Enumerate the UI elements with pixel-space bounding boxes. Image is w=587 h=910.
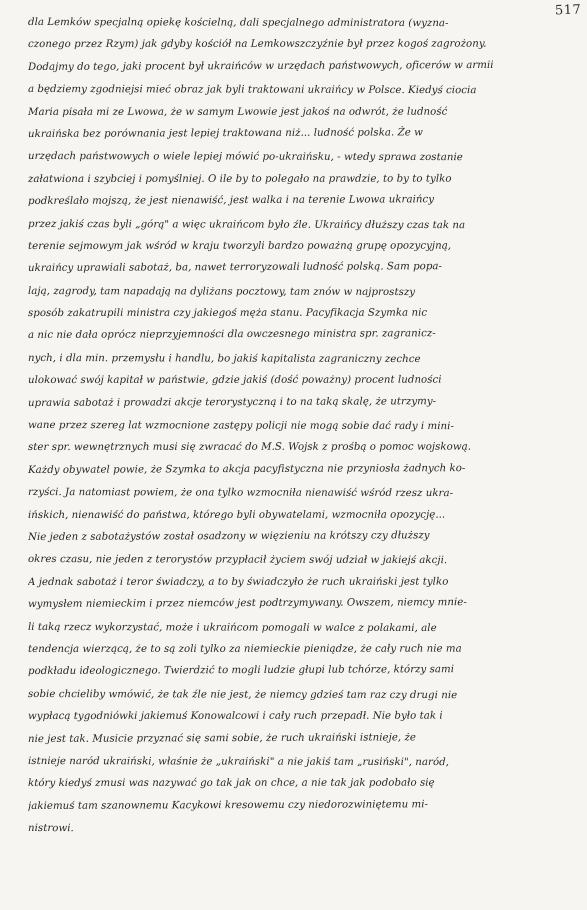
text-line: załatwiona i szybciej i pomyślniej. O ile by to polegało na prawdzie, to by to tylko [27, 173, 452, 185]
text-line: Nie jeden z sabotażystów został osadzony w więzieniu na krótszy czy dłuższy [27, 530, 430, 543]
text-line: urzędach państwowych o wiele lepiej mówić po-ukraińsku, - wtedy sprawa zostanie [27, 151, 463, 164]
text-line: wane przez szereg lat wzmocnione zastępy policji nie mogą sobie dać rady i mini- [27, 420, 454, 433]
text-line: istnieje naród ukraiński, właśnie że „ukraiński" a nie jakiś tam „rusiński", naród, [27, 755, 450, 768]
text-line: terenie sejmowym jak wśród w kraju tworzyli bardzo poważną grupę opozycyjną, [27, 240, 452, 252]
text-line: A jednak sabotaż i teror świadczy, a to by świadczyło że ruch ukraiński jest tylko [27, 576, 449, 588]
text-line: który kiedyś zmusi was nazywać go tak jak on chce, a nie tak jak podobało się [27, 777, 435, 790]
text-line: czonego przez Rzym) jak gdyby kościół na Lemkowszczyźnie był przez kogoś zagrożony. [27, 38, 487, 51]
text-line: wypłacą tygodniówki jakiemuś Konowalcowi i cały ruch przepadł. Nie było tak i [27, 710, 443, 723]
text-line: uprawia sabotaż i prowadzi akcje terorystyczną i to na taką skalę, że utrzymy- [27, 395, 437, 409]
text-line: ukraińska bez porównania jest lepiej traktowana niż... ludność polska. Że w [27, 127, 423, 140]
text-line: ińskich, nienawiść do państwa, którego byli obywatelami, wzmocniła opozycję... [27, 509, 446, 521]
text-line: sobie chcieliby wmówić, że tak źle nie jest, że niemcy gdzieś tam raz czy drugi nie [27, 688, 458, 701]
text-line: dla Lemków specjalną opiekę kościelną, dali specjalnego administratora (wyzna- [27, 17, 449, 30]
text-line: Każdy obywatel powie, że Szymka to akcja pacyfistyczna nie przyniosła żadnych ko- [27, 462, 466, 476]
text-line: nistrowi. [27, 823, 74, 835]
text-line: ulokować swój kapitał w państwie, gdzie jakiś (dość poważny) procent ludności [27, 374, 442, 387]
page-number: 517 [554, 2, 582, 19]
text-line: tendencja wierzącą, że to są zoli tylko za niemieckie pieniądze, że cały ruch nie ma [27, 643, 462, 655]
handwritten-text-body [28, 12, 573, 840]
text-line: ukraińcy uprawiali sabotaż, ba, nawet terroryzowali ludność polską. Sam popa- [27, 261, 443, 275]
text-line: przez jakiś czas byli „górą" a więc ukraińcom było źle. Ukraińcy dłuższy czas tak na [27, 218, 466, 231]
text-line: ster spr. wewnętrznych musi się zwracać do M.S. Wojsk z prośbą o pomoc wojskową. [27, 442, 472, 454]
text-line: sposób zakatrupili ministra czy jakiegoś męża stanu. Pacyfikacja Szymka nic [27, 307, 428, 320]
text-line: wymysłem niemieckim i przez niemców jest podtrzymywany. Owszem, niemcy mnie- [27, 597, 467, 611]
text-line: jakiemuś tam szanownemu Kacykowi kresowemu czy niedorozwiniętemu mi- [27, 798, 429, 812]
text-line: a nic nie dała oprócz nieprzyjemności dla owczesnego ministra spr. zagranicz- [27, 328, 436, 342]
text-line: nych, i dla min. przemysłu i handlu, bo jakiś kapitalista zagraniczny zechce [27, 352, 421, 365]
text-line: nie jest tak. Musicie przyznać się sami sobie, że ruch ukraiński istnieje, że [27, 731, 417, 745]
text-line: li taką rzecz wykorzystać, może i ukraińcom pomogali w walce z polakami, ale [27, 621, 437, 634]
text-line: podkreślało mojszą, że jest nienawiść, jest walka i na terenie Lwowa ukraińcy [27, 194, 435, 208]
text-line: podkładu ideologicznego. Twierdzić to mogli ludzie głupi lub tchórze, którzy sami [27, 664, 455, 678]
text-line: Dodajmy do tego, jaki procent był ukraińców w urzędach państwowych, oficerów w armii [27, 59, 494, 73]
text-line: a będziemy zgodniejsi mieć obraz jak byli traktowani ukraińcy w Polsce. Kiedyś ciocia [27, 84, 477, 97]
text-line: lają, zagrody, tam napadają na dyliżans pocztowy, tam znów w najprostszy [27, 285, 416, 298]
text-line: rzyści. Ja natomiast powiem, że ona tylko wzmocniła nienawiść wśród rzesz ukra- [27, 487, 454, 500]
text-line: okres czasu, nie jeden z terorystów przypłacił życiem swój udział w jakiejś akcji. [27, 554, 448, 567]
text-line: Maria pisała mi ze Lwowa, że w samym Lwowie jest jakoś na odwrót, że ludność [27, 106, 448, 118]
